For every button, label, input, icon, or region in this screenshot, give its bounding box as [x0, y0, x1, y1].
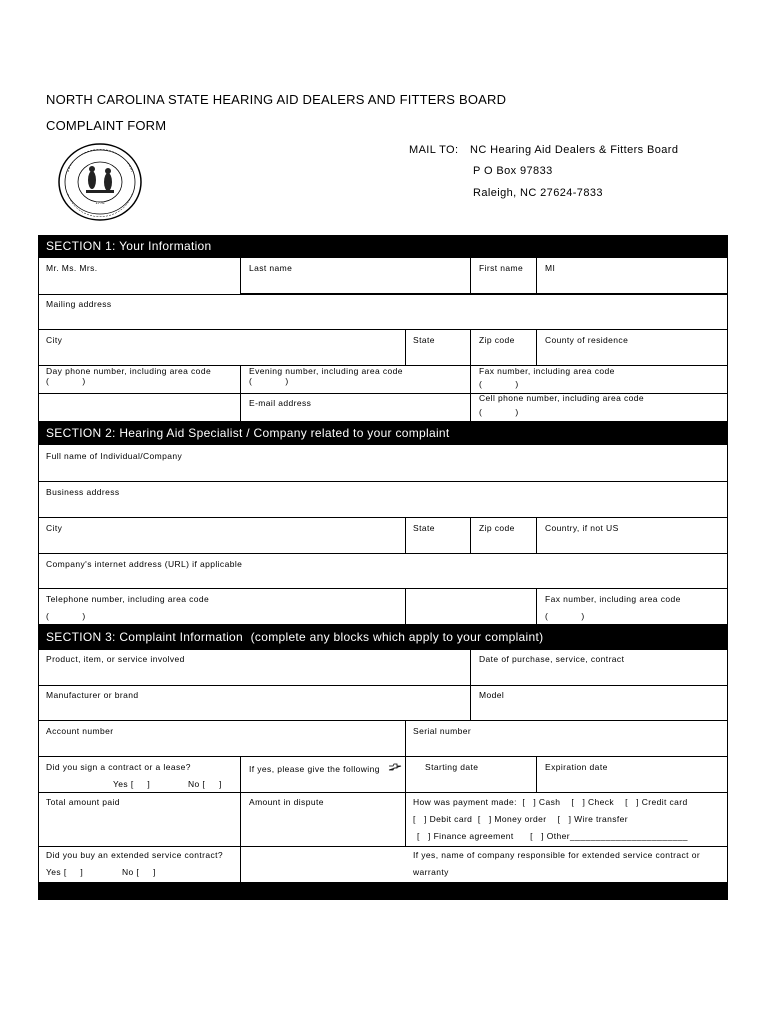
- day-phone-paren: ( ): [46, 376, 86, 386]
- company-fax-paren: ( ): [545, 611, 585, 621]
- serial-number-field[interactable]: Serial number: [413, 726, 472, 736]
- company-state-field[interactable]: State: [413, 523, 435, 533]
- form-right-border: [727, 235, 728, 900]
- salutation-field[interactable]: Mr. Ms. Mrs.: [46, 263, 98, 273]
- fax-paren: ( ): [479, 379, 519, 389]
- nc-state-seal-icon: [56, 142, 144, 222]
- extended-contract-question: Did you buy an extended service contract?: [46, 850, 224, 860]
- fax-field[interactable]: Fax number, including area code: [479, 366, 615, 376]
- company-country-field[interactable]: Country, if not US: [545, 523, 619, 533]
- section-2-header: [38, 421, 728, 445]
- form-subtitle: COMPLAINT FORM: [46, 118, 167, 133]
- day-phone-field[interactable]: Day phone number, including area code: [46, 366, 212, 376]
- payment-method-line-3[interactable]: [ ] Finance agreement [ ] Other_______________________: [417, 831, 688, 841]
- company-name-field[interactable]: Full name of Individual/Company: [46, 451, 183, 461]
- mi-field[interactable]: MI: [545, 263, 556, 273]
- hand-pointer-icon: [388, 760, 402, 770]
- svg-text:1776: 1776: [95, 200, 105, 205]
- form-title: NORTH CAROLINA STATE HEARING AID DEALERS AND FITTERS BOARD: [46, 92, 507, 107]
- payment-method-line-1[interactable]: How was payment made: [ ] Cash [ ] Check [ ] Credit card: [413, 797, 688, 807]
- company-city-field[interactable]: City: [46, 523, 63, 533]
- mail-to-label: MAIL TO:: [409, 144, 459, 156]
- business-address-field[interactable]: Business address: [46, 487, 120, 497]
- zip-field[interactable]: Zip code: [479, 335, 515, 345]
- email-field[interactable]: E-mail address: [249, 398, 312, 408]
- extended-company-field[interactable]: If yes, name of company responsible for extended service contract or: [413, 850, 701, 860]
- if-yes-label: If yes, please give the following: [249, 764, 380, 774]
- form-footer-bar: [38, 882, 728, 900]
- first-name-field[interactable]: First name: [479, 263, 524, 273]
- model-field[interactable]: Model: [479, 690, 505, 700]
- form-left-border: [38, 235, 39, 900]
- cell-phone-field[interactable]: Cell phone number, including area code: [479, 393, 644, 403]
- city-field[interactable]: City: [46, 335, 63, 345]
- company-fax-field[interactable]: Fax number, including area code: [545, 594, 681, 604]
- product-field[interactable]: Product, item, or service involved: [46, 654, 185, 664]
- section-3-header: [38, 624, 728, 650]
- section-1-title: SECTION 1: Your Information: [46, 239, 212, 253]
- contract-yes-checkbox[interactable]: Yes [ ]: [113, 779, 151, 789]
- account-number-field[interactable]: Account number: [46, 726, 114, 736]
- date-purchase-field[interactable]: Date of purchase, service, contract: [479, 654, 625, 664]
- last-name-field[interactable]: Last name: [249, 263, 293, 273]
- evening-phone-paren: ( ): [249, 376, 289, 386]
- contract-question: Did you sign a contract or a lease?: [46, 762, 191, 772]
- mailing-address-field[interactable]: Mailing address: [46, 299, 112, 309]
- cell-phone-paren: ( ): [479, 407, 519, 417]
- section-2-title: SECTION 2: Hearing Aid Specialist / Company related to your complaint: [46, 426, 450, 440]
- amount-dispute-field[interactable]: Amount in dispute: [249, 797, 324, 807]
- total-paid-field[interactable]: Total amount paid: [46, 797, 120, 807]
- extended-no-checkbox[interactable]: No [ ]: [122, 867, 156, 877]
- extended-company-field-line-2: warranty: [413, 867, 449, 877]
- mail-line-3: Raleigh, NC 27624-7833: [473, 187, 603, 199]
- company-zip-field[interactable]: Zip code: [479, 523, 515, 533]
- section-3-note: (complete any blocks which apply to your complaint): [250, 630, 544, 644]
- section-3-title: SECTION 3: Complaint Information: [46, 630, 243, 644]
- contract-no-checkbox[interactable]: No [ ]: [188, 779, 222, 789]
- company-telephone-paren: ( ): [46, 611, 86, 621]
- mail-line-1: NC Hearing Aid Dealers & Fitters Board: [470, 144, 679, 156]
- starting-date-field[interactable]: Starting date: [425, 762, 479, 772]
- company-telephone-field[interactable]: Telephone number, including area code: [46, 594, 210, 604]
- section-1-header: [38, 235, 728, 258]
- manufacturer-field[interactable]: Manufacturer or brand: [46, 690, 139, 700]
- mail-line-2: P O Box 97833: [473, 165, 553, 177]
- county-field[interactable]: County of residence: [545, 335, 629, 345]
- expiration-date-field[interactable]: Expiration date: [545, 762, 608, 772]
- state-field[interactable]: State: [413, 335, 435, 345]
- evening-phone-field[interactable]: Evening number, including area code: [249, 366, 403, 376]
- extended-yes-checkbox[interactable]: Yes [ ]: [46, 867, 84, 877]
- company-url-field[interactable]: Company's internet address (URL) if applicable: [46, 559, 243, 569]
- payment-method-line-2[interactable]: [ ] Debit card [ ] Money order [ ] Wire transfer: [413, 814, 628, 824]
